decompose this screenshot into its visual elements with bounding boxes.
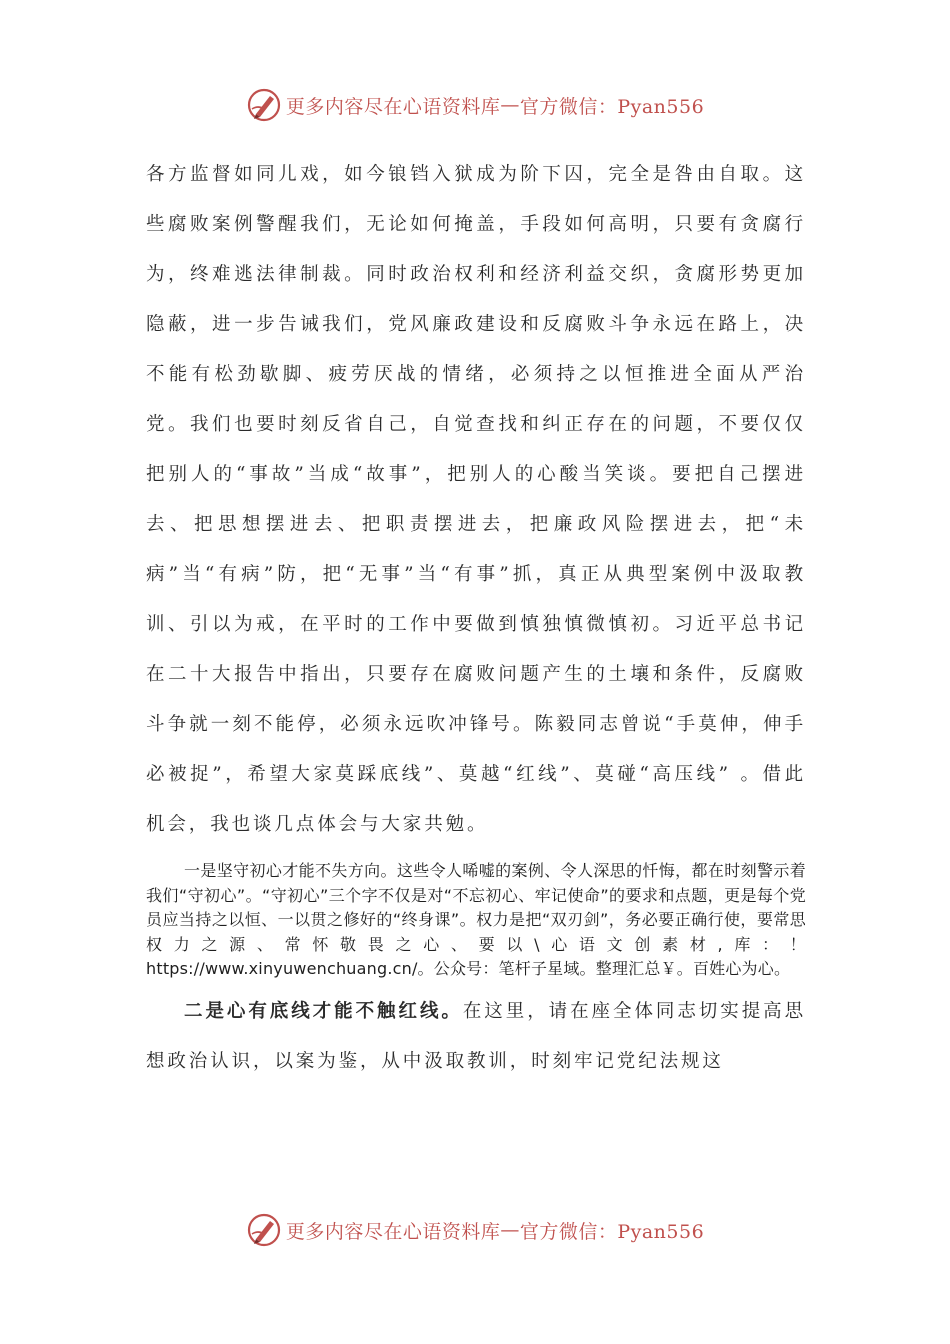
banner-contact: 官方微信：Pyan556 xyxy=(519,95,705,118)
pen-logo-icon xyxy=(246,87,282,123)
footer-banner xyxy=(0,1210,950,1250)
paragraph-1: 各方监督如同儿戏，如今锒铛入狱成为阶下囚，完全是咎由自取。这些腐败案例警醒我们，无论如何掩盖，手段如何高明，只要有贪腐行为，终难逃法律制裁。同时政治权利和经济利益交织，贪腐形势更加隐蔽，进一步告诫我们，党风廉政建设和反腐败斗争永远在路上，决不能有松劲歇脚、疲劳厌战的情绪，必须持之以恒推进全面从严治党。我们也要时刻反省自己，自觉查找和纠正存在的问题，不要仅仅把别人的“事故”当成“故事”，把别人的心酸当笑谈。要把自己摆进去、把思想摆进去、把职责摆进去，把廉政风险摆进去，把“未病”当“有病”防，把“无事”当“有事”抓，真正从典型案例中汲取教训、引以为戒，在平时的工作中要做到慎独慎微慎初。习近平总书记在二十大报告中指出，只要存在腐败问题产生的土壤和条件，反腐败斗争就一刻不能停，必须永远吹冲锋号。陈毅同志曾说“手莫伸，伸手必被捉”，希望大家莫踩底线”、莫越“红线”、莫碰“高压线” 。借此机会，我也谈几点体会与大家共勉。 xyxy=(146,164,806,835)
paragraph-3-body: 在这里，请在座全体同志切实提高思想政治认识，以案为鉴，从中汲取教训，时刻牢记党纪法规这 xyxy=(146,1000,807,1072)
banner-title: 更多内容尽在心语资料库 xyxy=(285,95,501,118)
paragraph-3-heading: 二是心有底线才能不触红线。 xyxy=(184,1000,463,1022)
document-body xyxy=(146,150,806,1087)
banner-separator: — xyxy=(500,94,520,116)
pen-logo-icon xyxy=(246,1212,282,1248)
banner-contact: 官方微信：Pyan556 xyxy=(519,1220,705,1243)
paragraph-3 xyxy=(146,987,806,1087)
banner-separator: — xyxy=(500,1219,520,1241)
paragraph-2: 一是坚守初心才能不失方向。这些令人唏嘘的案例、令人深思的忏悔，都在时刻警示着我们“守初心”。“守初心”三个字不仅是对“不忘初心、牢记使命”的要求和点题，更是每个党员应当持之以恒、一以贯之修好的“终身课”。权力是把“双刃剑”，务必要正确行使，要常思权力之源、常怀敬畏之心、要以\心语文创素材,库：！https://www.xinyuwenchuang.cn/。公众号：笔杆子星域。整理汇总￥。百姓心为心。 xyxy=(146,861,806,978)
header-banner xyxy=(0,85,950,125)
banner-title: 更多内容尽在心语资料库 xyxy=(285,1220,501,1243)
